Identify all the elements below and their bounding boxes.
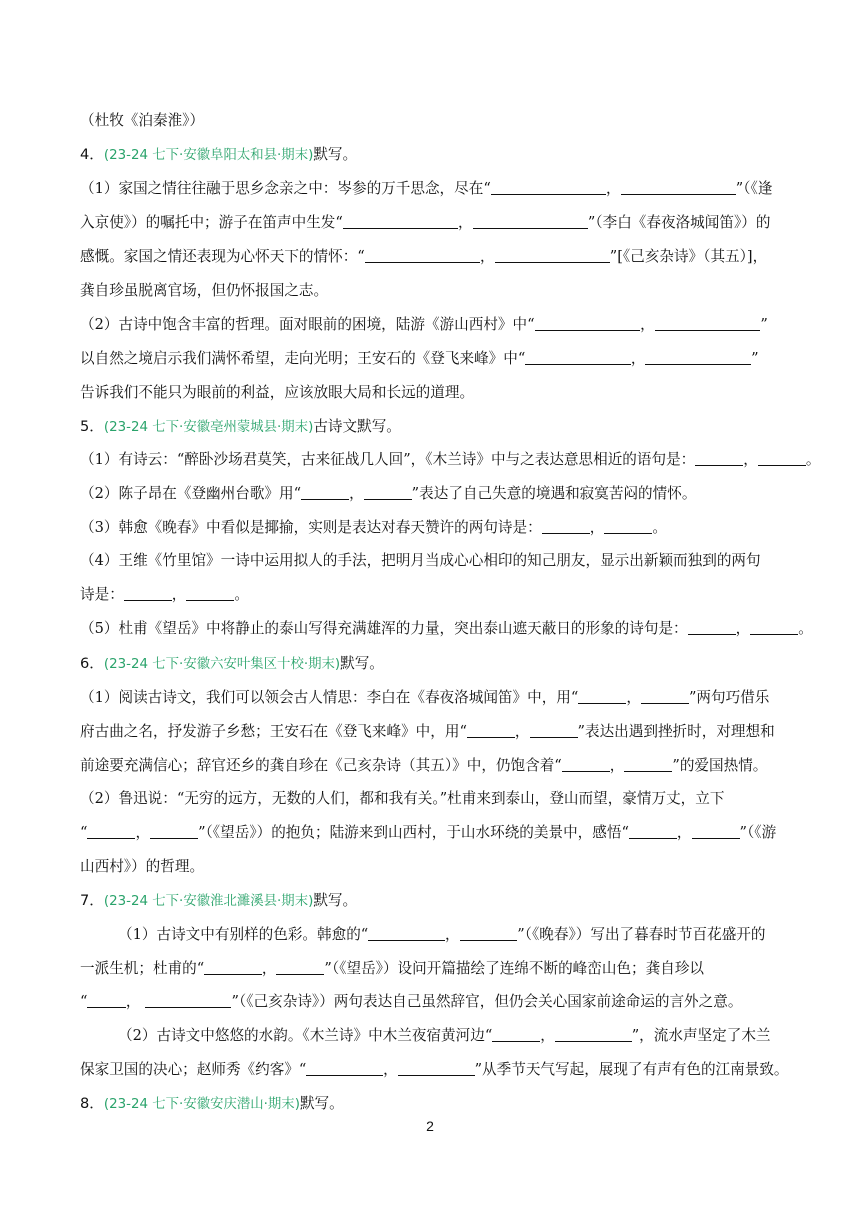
line-text-segment: ”两句巧借乐 bbox=[688, 689, 770, 706]
answer-blank[interactable] bbox=[695, 450, 743, 466]
line-text-segment: （2）陈子昂在《登幽州台歌》用“ bbox=[80, 485, 302, 502]
answer-blank[interactable] bbox=[629, 823, 677, 839]
line-text-segment: （2）古诗中饱含丰富的哲理。面对眼前的困境，陆游《游山西村》中“ bbox=[80, 316, 535, 333]
answer-blank[interactable] bbox=[624, 756, 672, 772]
line-text-segment: ， bbox=[676, 824, 692, 841]
answer-blank[interactable] bbox=[645, 349, 751, 365]
question-heading bbox=[80, 653, 786, 676]
text-line bbox=[80, 280, 786, 302]
line-text-segment: 。 bbox=[805, 451, 821, 468]
text-line bbox=[80, 991, 786, 1013]
answer-blank[interactable] bbox=[655, 315, 761, 331]
line-text-segment: ， bbox=[514, 723, 530, 740]
line-text-segment: 山西村》）的哲理。 bbox=[80, 858, 205, 875]
line-text-segment: ”从季节天气写起，展现了有声有色的江南景致。 bbox=[474, 1061, 789, 1078]
text-line bbox=[80, 721, 786, 743]
answer-blank[interactable] bbox=[460, 925, 518, 941]
line-text-segment: ， bbox=[349, 485, 364, 502]
answer-blank[interactable] bbox=[398, 1060, 475, 1076]
answer-blank[interactable] bbox=[87, 823, 135, 839]
question-heading bbox=[80, 890, 786, 913]
answer-blank[interactable] bbox=[692, 823, 740, 839]
line-text-segment: ”（《望岳》）的抱负；陆游来到山西村，于山水环绕的美景中，感悟“ bbox=[198, 824, 629, 841]
text-line bbox=[80, 382, 786, 404]
line-text-segment: ， bbox=[640, 316, 655, 333]
text-line bbox=[80, 212, 786, 234]
answer-blank[interactable] bbox=[150, 823, 198, 839]
line-text-segment: 默写。 bbox=[313, 146, 358, 163]
answer-blank[interactable] bbox=[276, 959, 324, 975]
text-line bbox=[80, 755, 786, 777]
text-line bbox=[80, 550, 786, 572]
line-text-segment: ， bbox=[609, 757, 625, 774]
line-text-segment: ”表达出遇到挫折时，对理想和 bbox=[577, 723, 775, 740]
question-heading bbox=[80, 416, 786, 439]
line-text-segment: （4）王维《竹里馆》一诗中运用拟人的手法，把明月当成心心相印的知己朋友，显示出新颖而独到的两句 bbox=[80, 552, 761, 569]
source-tag: (23-24 七下·安徽淮北濉溪县·期末) bbox=[103, 894, 314, 909]
line-text-segment: ”的爱国热情。 bbox=[672, 757, 768, 774]
question-number: 6． bbox=[80, 655, 104, 672]
line-text-segment: ， bbox=[626, 689, 641, 706]
line-text-segment: 保家卫国的决心；赵师秀《约客》“ bbox=[80, 1061, 307, 1078]
answer-blank[interactable] bbox=[750, 619, 798, 635]
answer-blank[interactable] bbox=[204, 959, 262, 975]
line-text-segment: ， bbox=[171, 586, 187, 603]
answer-blank[interactable] bbox=[87, 992, 125, 1008]
line-text-segment: 前途要充满信心；辞官还乡的龚自珍在《己亥杂诗（其五）》中，仍饱含着“ bbox=[80, 757, 562, 774]
line-text-segment: （1）阅读古诗文，我们可以领会古人情思：李白在《春夜洛城闻笛》中，用“ bbox=[80, 689, 579, 706]
answer-blank[interactable] bbox=[758, 450, 806, 466]
answer-blank[interactable] bbox=[688, 619, 736, 635]
line-text-segment: ”，流水声坚定了木兰 bbox=[631, 1027, 771, 1044]
answer-blank[interactable] bbox=[578, 688, 626, 704]
line-text-segment: （2）鲁迅说：“无穷的远方，无数的人们，都和我有关。”杜甫来到泰山，登山而望，豪情万丈，立下 bbox=[80, 790, 725, 807]
answer-blank[interactable] bbox=[555, 1026, 632, 1042]
line-text-segment: 默写。 bbox=[299, 1095, 344, 1112]
line-text-segment: （3）韩愈《晚春》中看似是揶揄，实则是表达对春天赞许的两句诗是： bbox=[80, 519, 542, 536]
line-text-segment: （杜牧《泊秦淮》） bbox=[80, 112, 205, 129]
answer-blank[interactable] bbox=[621, 179, 736, 195]
line-text-segment: ， bbox=[589, 519, 605, 536]
line-text-segment: ， bbox=[479, 248, 495, 265]
line-text-segment: （1）古诗文中有别样的色彩。韩愈的“ bbox=[118, 926, 369, 943]
line-text-segment: 以自然之境启示我们满怀希望，走向光明；王安石的《登飞来峰》中“ bbox=[80, 350, 526, 367]
line-text-segment: ， bbox=[735, 620, 751, 637]
line-text-segment: ， bbox=[125, 993, 146, 1010]
source-tag: (23-24 七下·安徽阜阳太和县·期末) bbox=[103, 148, 314, 163]
answer-blank[interactable] bbox=[124, 585, 172, 601]
text-line bbox=[80, 483, 786, 505]
text-line bbox=[80, 618, 813, 640]
line-text-segment: ， bbox=[445, 926, 460, 943]
answer-blank[interactable] bbox=[365, 247, 480, 263]
line-text-segment: 诗是： bbox=[80, 586, 124, 603]
question-number: 8． bbox=[80, 1095, 104, 1112]
text-line bbox=[80, 178, 786, 200]
answer-blank[interactable] bbox=[530, 722, 578, 738]
text-line bbox=[80, 517, 786, 539]
line-text-segment: 。 bbox=[798, 620, 813, 637]
line-text-segment: ， bbox=[605, 180, 621, 197]
question-heading bbox=[80, 144, 786, 167]
answer-blank[interactable] bbox=[491, 179, 606, 195]
line-text-segment: 默写。 bbox=[340, 655, 384, 672]
text-line bbox=[80, 584, 786, 606]
line-text-segment: ， bbox=[261, 960, 277, 977]
line-text-segment: （2）古诗文中悠悠的水韵。《木兰诗》中木兰夜宿黄河边“ bbox=[118, 1027, 493, 1044]
line-text-segment: ”[《己亥杂诗》（其五）]， bbox=[609, 248, 768, 265]
text-line bbox=[80, 110, 786, 132]
answer-blank[interactable] bbox=[145, 992, 231, 1008]
text-line bbox=[80, 1059, 789, 1081]
answer-blank[interactable] bbox=[301, 484, 349, 500]
line-text-segment: ”（《己亥杂诗》）两句表达自己虽然辞官，但仍会关心国家前途命运的言外之意。 bbox=[231, 993, 743, 1010]
answer-blank[interactable] bbox=[473, 213, 588, 229]
answer-blank[interactable] bbox=[364, 484, 412, 500]
line-text-segment: ”（《游 bbox=[739, 824, 777, 841]
line-text-segment: ”（李白《春夜洛城闻笛》）的 bbox=[587, 214, 771, 231]
answer-blank[interactable] bbox=[492, 1026, 540, 1042]
line-text-segment: “ bbox=[80, 993, 88, 1010]
answer-blank[interactable] bbox=[562, 756, 610, 772]
text-line bbox=[118, 1025, 824, 1047]
line-text-segment: ， bbox=[630, 350, 646, 367]
text-line bbox=[80, 822, 786, 844]
line-text-segment: ”（《逢 bbox=[735, 180, 773, 197]
answer-blank[interactable] bbox=[535, 315, 641, 331]
line-text-segment: 。 bbox=[652, 519, 667, 536]
text-line bbox=[80, 246, 786, 268]
answer-blank[interactable] bbox=[467, 722, 515, 738]
line-text-segment: ”表达了自己失意的境遇和寂寞苦闷的情怀。 bbox=[411, 485, 697, 502]
line-text-segment: 一派生机；杜甫的“ bbox=[80, 960, 205, 977]
line-text-segment: 告诉我们不能只为眼前的利益，应该放眼大局和长远的道理。 bbox=[80, 384, 475, 401]
text-line bbox=[80, 958, 786, 980]
page-number: 2 bbox=[426, 1118, 434, 1134]
text-line bbox=[80, 687, 786, 709]
line-text-segment: 感慨。家国之情还表现为心怀天下的情怀：“ bbox=[80, 248, 365, 265]
answer-blank[interactable] bbox=[343, 213, 458, 229]
line-text-segment: 。 bbox=[234, 586, 250, 603]
line-text-segment: （1）家国之情往往融于思乡念亲之中：岑参的万千思念，尽在“ bbox=[80, 180, 491, 197]
source-tag: (23-24 七下·安徽安庆潜山·期末) bbox=[103, 1097, 300, 1112]
answer-blank[interactable] bbox=[495, 247, 610, 263]
line-text-segment: 入京使》）的嘱托中；游子在笛声中生发“ bbox=[80, 214, 343, 231]
line-text-segment: ”（《望岳》）设问开篇描绘了连绵不断的峰峦山色；龚自珍以 bbox=[324, 960, 705, 977]
line-text-segment: ， bbox=[458, 214, 473, 231]
text-line bbox=[80, 788, 786, 810]
line-text-segment: ， bbox=[540, 1027, 555, 1044]
source-tag: (23-24 七下·安徽亳州蒙城县·期末) bbox=[103, 420, 314, 435]
question-number: 7． bbox=[80, 892, 104, 909]
line-text-segment: ”（《晚春》）写出了暮春时节百花盛开的 bbox=[517, 926, 766, 943]
line-text-segment: 古诗文默写。 bbox=[313, 418, 401, 435]
line-text-segment: （5）杜甫《望岳》中将静止的泰山写得充满雄浑的力量，突出泰山遮天蔽日的形象的诗句是： bbox=[80, 620, 688, 637]
text-line bbox=[80, 314, 786, 336]
answer-blank[interactable] bbox=[186, 585, 234, 601]
answer-blank[interactable] bbox=[368, 925, 445, 941]
answer-blank[interactable] bbox=[641, 688, 689, 704]
answer-blank[interactable] bbox=[525, 349, 631, 365]
line-text-segment: 府古曲之名，抒发游子乡愁；王安石在《登飞来峰》中，用“ bbox=[80, 723, 467, 740]
line-text-segment: ” bbox=[760, 316, 768, 333]
question-heading bbox=[80, 1093, 786, 1116]
line-text-segment: ， bbox=[383, 1061, 398, 1078]
question-number: 5． bbox=[80, 418, 104, 435]
line-text-segment: ， bbox=[135, 824, 151, 841]
text-line bbox=[80, 449, 821, 471]
line-text-segment: “ bbox=[80, 824, 88, 841]
answer-blank[interactable] bbox=[604, 518, 652, 534]
question-number: 4． bbox=[80, 146, 104, 163]
line-text-segment: 龚自珍虽脱离官场，但仍怀报国之志。 bbox=[80, 282, 329, 299]
text-line bbox=[80, 348, 786, 370]
line-text-segment: （1）有诗云：“醉卧沙场君莫笑，古来征战几人回”，《木兰诗》中与之表达意思相近的语句是： bbox=[80, 451, 696, 468]
source-tag: (23-24 七下·安徽六安叶集区十校·期末) bbox=[103, 657, 341, 672]
line-text-segment: 默写。 bbox=[313, 892, 358, 909]
answer-blank[interactable] bbox=[542, 518, 590, 534]
answer-blank[interactable] bbox=[306, 1060, 383, 1076]
text-line bbox=[118, 924, 824, 946]
line-text-segment: ， bbox=[743, 451, 758, 468]
line-text-segment: ” bbox=[751, 350, 759, 367]
text-line bbox=[80, 856, 786, 878]
